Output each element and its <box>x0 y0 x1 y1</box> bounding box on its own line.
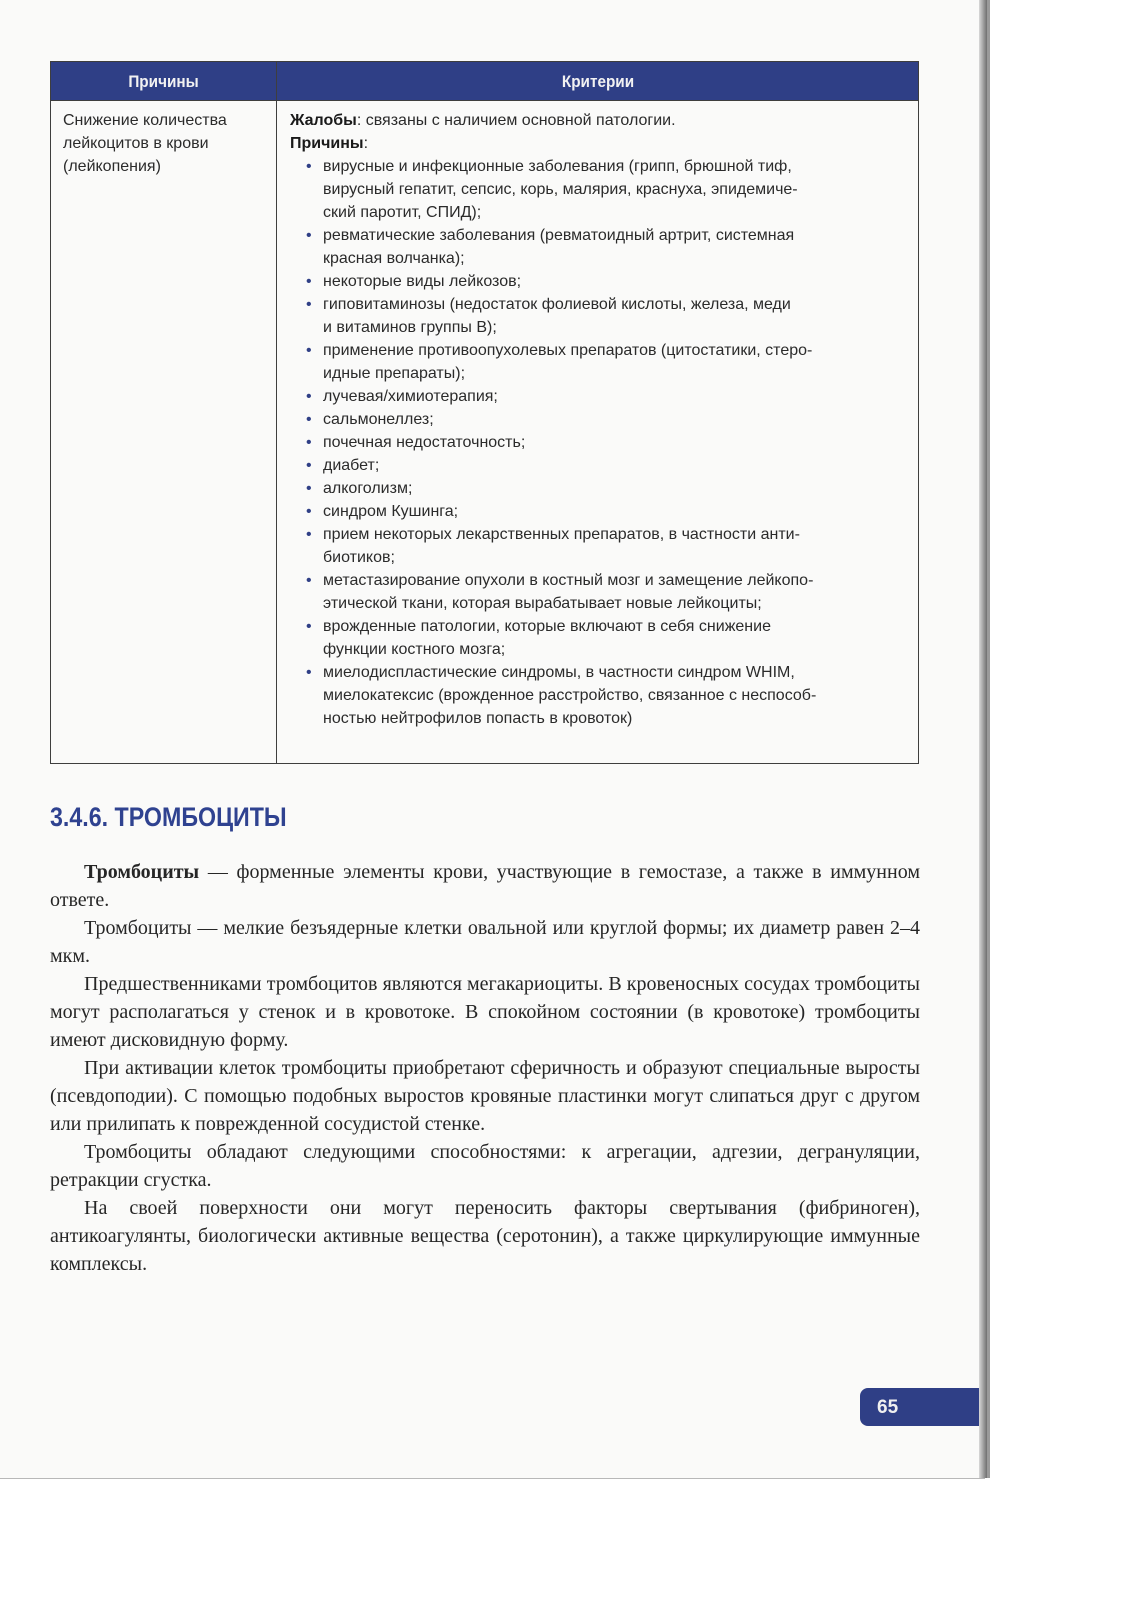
page-number-tab <box>860 1388 985 1426</box>
complaints-text: : связаны с наличием основной патологии. <box>356 112 676 129</box>
paragraph-4: При активации клеток тромбоциты приобретают сферичность и образуют специальные выросты (псевдоподии). С помощью подобных выростов кровяные пластинки могут слипаться друг с другом или прилипать к поврежденной сосудистой стенке. <box>50 1057 920 1135</box>
table-header-causes: Причины <box>128 72 199 91</box>
cause-text: Снижение количества лейкоцитов в крови (лейкопения) <box>63 112 227 175</box>
causes-heading <box>290 132 910 155</box>
complaints-line <box>290 109 910 132</box>
paragraph-5: Тромбоциты обладают следующими способностями: к агрегации, адгезии, дегрануляции, ретракции сгустка. <box>50 1141 920 1191</box>
table-column-divider <box>276 62 277 763</box>
causes-bullet-list <box>290 155 910 730</box>
cause-bullet-item: • лучевая/химиотерапия; <box>290 385 910 408</box>
cause-bullet-item: • сальмонеллез; <box>290 408 910 431</box>
table-cause-cell <box>63 109 273 178</box>
leukopenia-table <box>50 61 919 764</box>
section-body <box>50 858 920 1278</box>
cause-bullet-item: • ревматические заболевания (ревматоидный артрит, системная красная волчанка); <box>290 224 910 270</box>
cause-bullet-item: • диабет; <box>290 454 910 477</box>
cause-bullet-item: • некоторые виды лейкозов; <box>290 270 910 293</box>
cause-bullet-item: • алкоголизм; <box>290 477 910 500</box>
section-title: 3.4.6. ТРОМБОЦИТЫ <box>50 802 287 832</box>
paragraph-2: Тромбоциты — мелкие безъядерные клетки овальной или круглой формы; их диаметр равен 2–4 мкм. <box>50 917 920 967</box>
cause-bullet-item: • врожденные патологии, которые включают в себя снижение функции костного мозга; <box>290 615 910 661</box>
cause-bullet-item: • синдром Кушинга; <box>290 500 910 523</box>
paragraph-1-term: Тромбоциты <box>84 861 200 883</box>
causes-suffix: : <box>363 135 369 152</box>
table-criteria-cell <box>290 109 910 730</box>
complaints-label: Жалобы <box>290 112 357 129</box>
page-number: 65 <box>877 1397 899 1418</box>
cause-bullet-item: • миелодиспластические синдромы, в частности синдром WHIM, миелокатексис (врожденное расстройство, связанное с неспособ- ностью нейтрофилов попасть в кровоток) <box>290 661 910 730</box>
causes-label: Причины <box>290 135 364 152</box>
paragraph-1 <box>50 858 920 914</box>
paragraph-1-text: — форменные элементы крови, участвующие в гемостазе, а также в иммунном ответе. <box>50 861 920 911</box>
cause-bullet-item: • гиповитаминозы (недостаток фолиевой кислоты, железа, меди и витаминов группы В); <box>290 293 910 339</box>
table-header-row <box>51 62 918 101</box>
page-spine-edge <box>987 0 990 1478</box>
paragraph-6: На своей поверхности они могут переносить факторы свертывания (фибриноген), антикоагулянты, биологически активные вещества (серотонин), а также циркулирующие иммунные комплексы. <box>50 1197 920 1275</box>
paragraph-3: Предшественниками тромбоцитов являются мегакариоциты. В кровеносных сосудах тромбоциты могут располагаться у стенок и в кровотоке. В спокойном состоянии (в кровотоке) тромбоциты имеют дисковидную форму. <box>50 973 920 1051</box>
table-header-criteria: Критерии <box>561 72 635 91</box>
cause-bullet-item: • почечная недостаточность; <box>290 431 910 454</box>
cause-bullet-item: • применение противоопухолевых препаратов (цитостатики, стеро- идные препараты); <box>290 339 910 385</box>
cause-bullet-item: • прием некоторых лекарственных препаратов, в частности анти- биотиков; <box>290 523 910 569</box>
page-spine-shadow <box>979 0 987 1478</box>
cause-bullet-item: • вирусные и инфекционные заболевания (грипп, брюшной тиф, вирусный гепатит, сепсис, корь, малярия, краснуха, эпидемиче- ский паротит, СПИД); <box>290 155 910 224</box>
cause-bullet-item: • метастазирование опухоли в костный мозг и замещение лейкопо- этической ткани, которая вырабатывает новые лейкоциты; <box>290 569 910 615</box>
